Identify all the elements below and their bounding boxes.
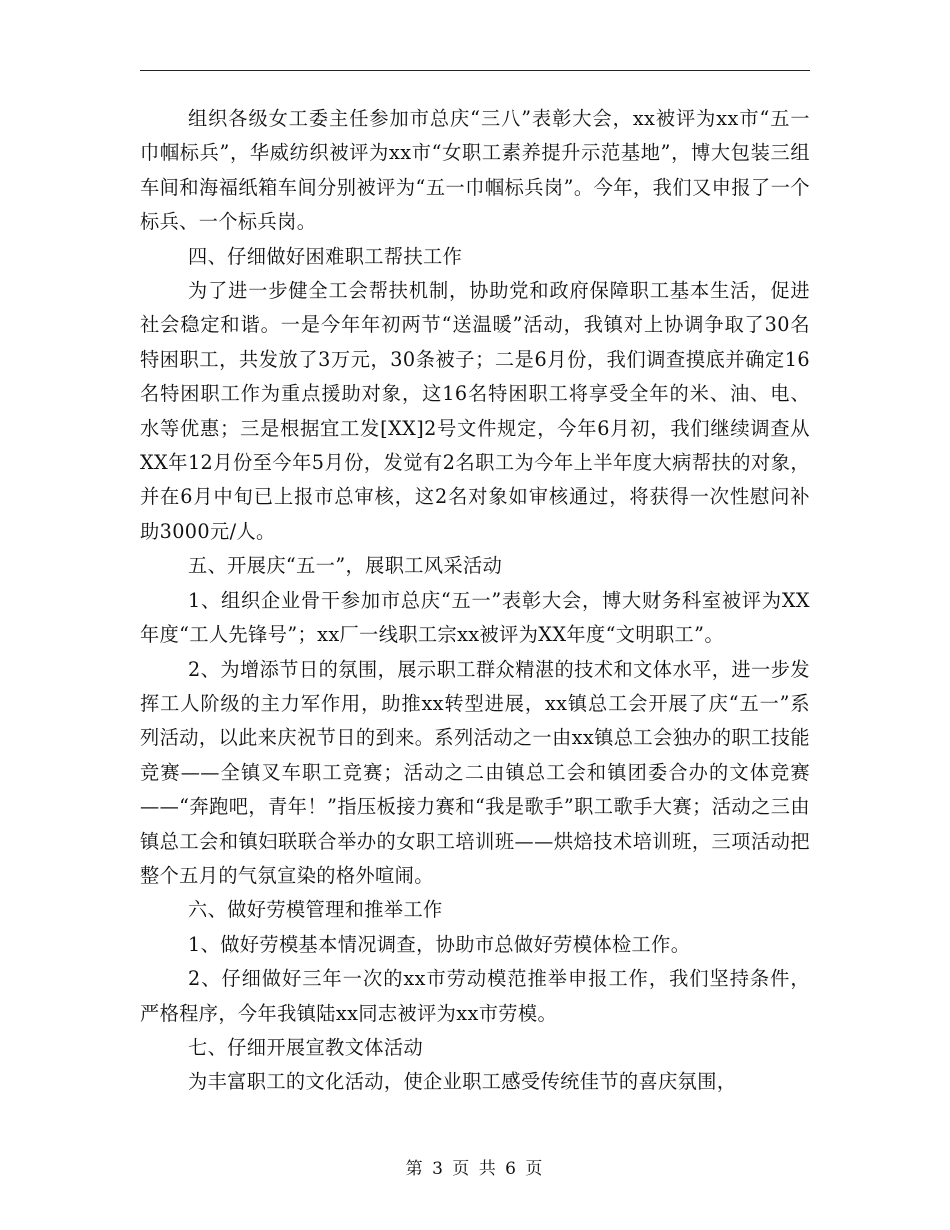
section-heading: 四、仔细做好困难职工帮扶工作 [188, 244, 463, 268]
paragraph: 1、组织企业骨干参加市总庆“五一”表彰大会，博大财务科室被评为XX年度“工人先锋号”；xx厂一线职工宗xx被评为XX年度“文明职工”。 [140, 588, 810, 647]
section-heading: 七、仔细开展宣教文体活动 [188, 1035, 424, 1059]
paragraph: 1、做好劳模基本情况调查，协助市总做好劳模体检工作。 [188, 932, 691, 956]
section-heading: 六、做好劳模管理和推举工作 [188, 898, 443, 922]
paragraph: 2、仔细做好三年一次的xx市劳动模范推举申报工作，我们坚持条件，严格程序，今年我镇陆xx同志被评为xx市劳模。 [140, 967, 810, 1025]
paragraph: 2、为增添节日的氛围，展示职工群众精湛的技术和文体水平，进一步发挥工人阶级的主力军作用，助推xx转型进展，xx镇总工会开展了庆“五一”系列活动，以此来庆祝节日的到来。系列活动之一由xx镇总工会独办的职工技能竞赛——全镇叉车职工竞赛；活动之二由镇总工会和镇团委合办的文体竞赛——“奔跑吧，青年！”指压板接力赛和“我是歌手”职工歌手大赛；活动之三由镇总工会和镇妇联联合举办的女职工培训班——烘焙技术培训班，三项活动把整个五月的气氛宣染的格外喧闹。 [140, 657, 810, 887]
page-number-footer: 第 3 页 共 6 页 [405, 1159, 545, 1179]
document-body [140, 102, 810, 1100]
paragraph: 为丰富职工的文化活动，使企业职工感受传统佳节的喜庆氛围， [188, 1070, 737, 1094]
section-heading: 五、开展庆“五一”，展职工风采活动 [188, 554, 503, 578]
paragraph: 组织各级女工委主任参加市总庆“三八”表彰大会，xx被评为xx市“五一巾帼标兵”，华威纺织被评为xx市“女职工素养提升示范基地”，博大包装三组车间和海福纸箱车间分别被评为“五一巾帼标兵岗”。今年，我们又申报了一个标兵、一个标兵岗。 [140, 107, 810, 234]
header-rule [140, 70, 810, 71]
paragraph: 为了进一步健全工会帮扶机制，协助党和政府保障职工基本生活，促进社会稳定和谐。一是今年年初两节“送温暖”活动，我镇对上协调争取了30名特困职工，共发放了3万元，30条被子；二是6月份，我们调查摸底并确定16名特困职工作为重点援助对象，这16名特困职工将享受全年的米、油、电、水等优惠；三是根据宜工发[XX]2号文件规定，今年6月初，我们继续调查从XX年12月份至今年5月份，发觉有2名职工为今年上半年度大病帮扶的对象，并在6月中旬已上报市总审核，这2名对象如审核通过，将获得一次性慰问补助3000元/人。 [140, 279, 810, 543]
